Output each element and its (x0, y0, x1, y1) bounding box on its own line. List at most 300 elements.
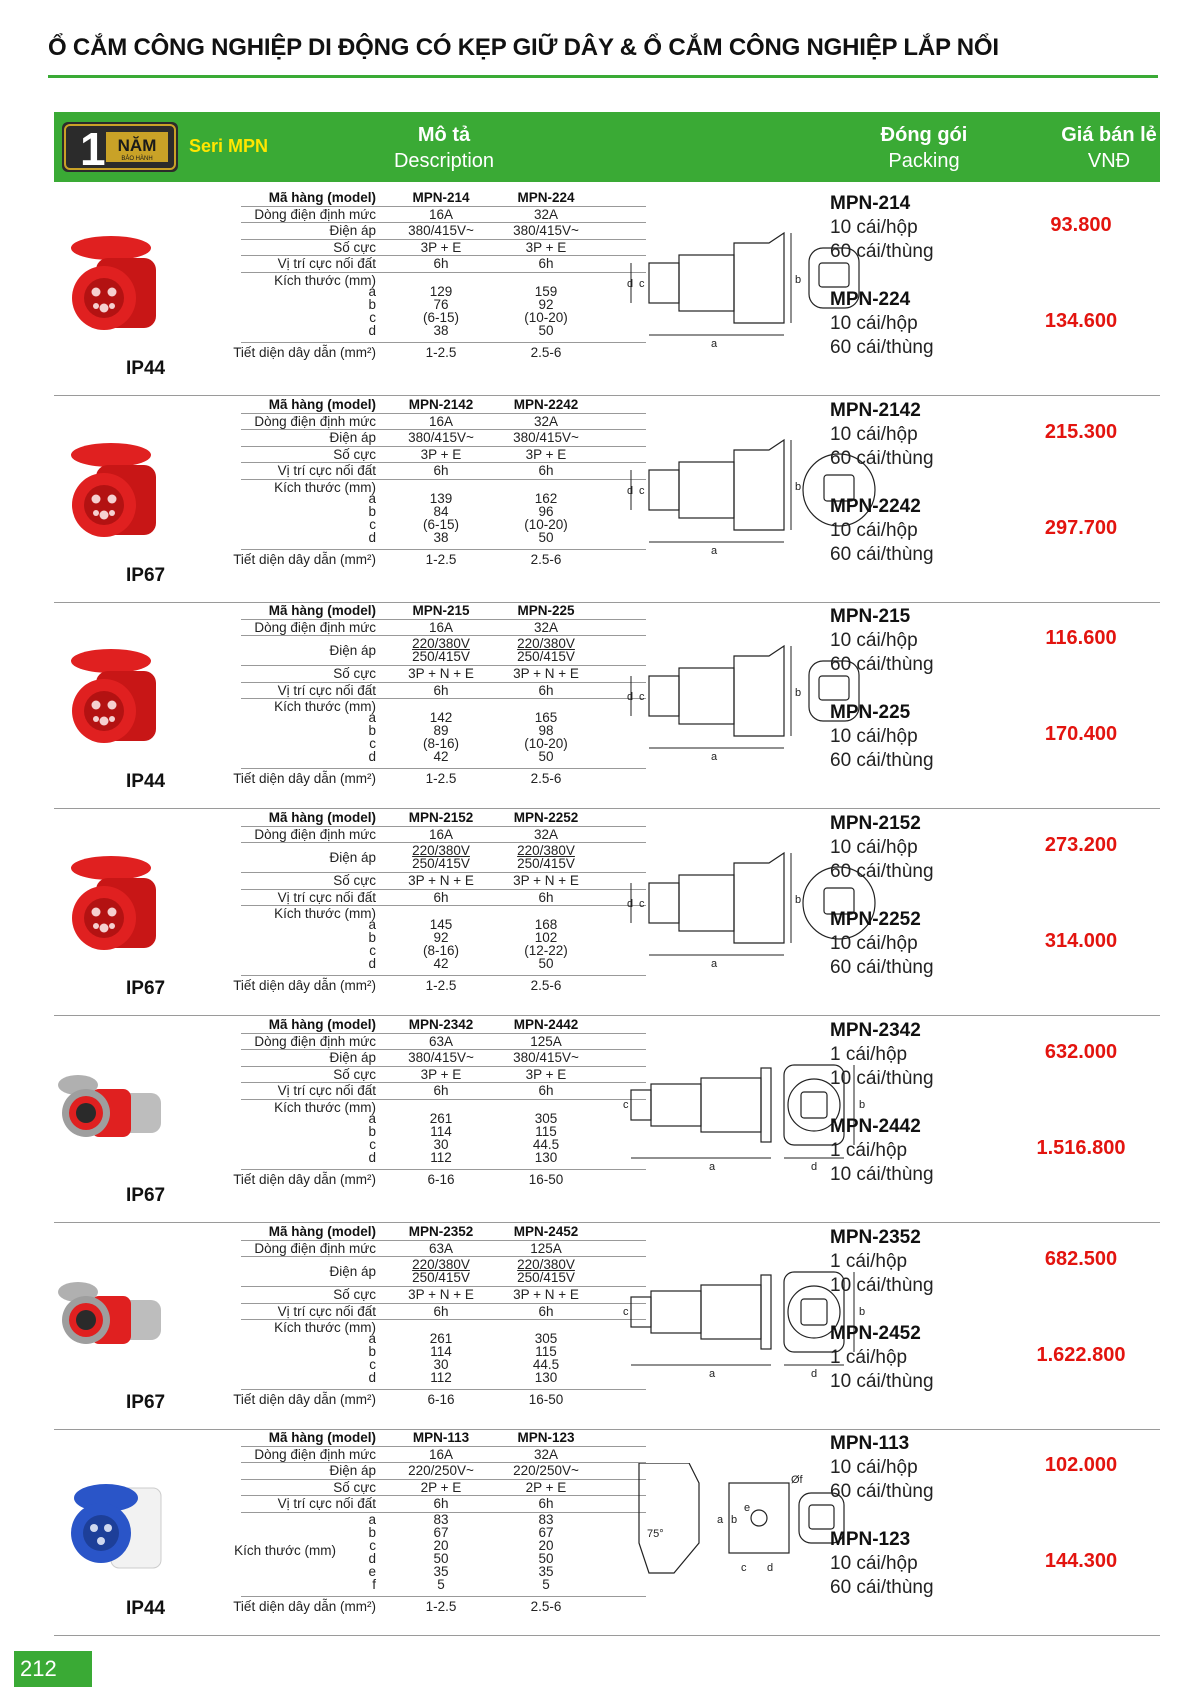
retail-price: 93.800 (1050, 214, 1112, 236)
packing-model: MPN-2442 (830, 1116, 921, 1137)
product-row (54, 1222, 1160, 1430)
svg-text:a: a (711, 751, 718, 763)
row-divider (241, 1389, 646, 1390)
ip-rating: IP67 (126, 1185, 166, 1206)
spec-label: Điện áp (329, 1264, 376, 1279)
packing-box: 10 cái/hộp (830, 837, 918, 858)
spec-value: 6h (538, 1083, 554, 1098)
svg-text:75°: 75° (647, 1528, 664, 1540)
packing-carton: 60 cái/thùng (830, 654, 934, 675)
spec-value: 220/380V (517, 1257, 575, 1272)
spec-value: 220/380V (517, 843, 575, 858)
spec-value: 3P + E (525, 446, 567, 462)
svg-text:b: b (795, 894, 802, 906)
dim-value: 50 (538, 1550, 554, 1566)
spec-label: Kích thước (mm) (234, 1542, 336, 1558)
series-label: Seri MPN (189, 136, 269, 156)
spec-label: Kích thước (mm) (274, 906, 376, 921)
dim-value: 305 (534, 1110, 558, 1126)
badge-word: NĂM (117, 136, 157, 155)
dim-value: 20 (433, 1537, 449, 1553)
product-photo-icon (56, 218, 166, 348)
spec-label: Số cực (333, 239, 376, 255)
dim-value: 112 (430, 1149, 452, 1165)
dim-value: 139 (429, 490, 453, 506)
svg-text:Øf: Øf (791, 1474, 803, 1486)
dim-value: 168 (534, 917, 558, 932)
header-price (1039, 122, 1179, 174)
dim-value: 42 (433, 749, 449, 764)
retail-price: 682.500 (1044, 1248, 1118, 1270)
packing-box: 1 cái/hộp (830, 1140, 908, 1161)
spec-label: Vị trí cực nối đất (277, 1303, 376, 1319)
svg-text:c: c (639, 898, 645, 910)
ip-rating: IP44 (126, 771, 166, 792)
dim-letter: c (369, 943, 376, 958)
spec-value: 16A (428, 206, 454, 222)
dim-value: 305 (534, 1331, 558, 1346)
packing-info (830, 1528, 934, 1600)
svg-text:d: d (767, 1562, 774, 1574)
dim-value: 5 (542, 1576, 550, 1592)
dim-value: (6-15) (422, 309, 459, 325)
packing-info (830, 1115, 934, 1187)
svg-text:b: b (795, 274, 802, 286)
spec-label: Số cực (333, 873, 376, 888)
spec-label: Số cực (333, 1479, 376, 1495)
spec-label: Tiết diện dây dẫn (mm²) (233, 1598, 376, 1614)
dim-value: 67 (433, 1524, 449, 1540)
svg-text:a: a (711, 545, 718, 557)
dim-letter: b (368, 1123, 376, 1139)
dim-letter: d (368, 529, 376, 545)
spec-label: Vị trí cực nối đất (277, 889, 376, 905)
packing-model: MPN-2142 (830, 400, 921, 421)
dim-value: 92 (538, 296, 554, 312)
spec-value: 6h (538, 1496, 554, 1511)
dim-letter: b (368, 1524, 376, 1540)
dim-value: 30 (433, 1136, 449, 1152)
spec-value: 380/415V~ (513, 430, 579, 445)
spec-value: 32A (533, 206, 559, 222)
packing-carton: 60 cái/thùng (830, 861, 934, 882)
dim-value: 50 (538, 956, 554, 971)
dim-value: 35 (433, 1563, 449, 1579)
row-divider (241, 768, 646, 769)
spec-value: 2.5-6 (530, 978, 562, 993)
header-pack-vi: Đóng gói (880, 124, 968, 146)
spec-value: MPN-2342 (408, 1017, 474, 1032)
packing-carton: 60 cái/thùng (830, 448, 934, 469)
dim-letter: a (368, 710, 376, 725)
dim-letter: a (368, 1331, 376, 1346)
svg-text:a: a (717, 1514, 724, 1526)
warranty-badge-icon (62, 122, 178, 172)
spec-value: 16A (428, 413, 454, 429)
packing-model: MPN-225 (830, 702, 911, 723)
spec-value: 16A (428, 1446, 454, 1462)
svg-text:c: c (639, 691, 645, 703)
packing-model: MPN-2152 (830, 813, 921, 834)
packing-carton: 10 cái/thùng (830, 1068, 934, 1089)
dim-value: 76 (433, 296, 449, 312)
spec-label: Số cực (333, 446, 376, 462)
dim-letter: d (368, 1370, 376, 1385)
spec-label: Dòng điện định mức (254, 413, 376, 429)
dim-value: 44.5 (532, 1136, 560, 1152)
spec-value: MPN-225 (517, 603, 575, 618)
product-photo-icon (56, 425, 166, 555)
retail-price: 102.000 (1044, 1454, 1118, 1476)
dim-letter: d (368, 749, 376, 764)
product-row (54, 1428, 1160, 1636)
packing-box: 10 cái/hộp (830, 630, 918, 651)
header-description (324, 122, 564, 174)
dim-letter: a (368, 1511, 376, 1527)
spec-value: 250/415V (517, 856, 575, 871)
packing-info (830, 1432, 934, 1504)
spec-value: 1-2.5 (425, 344, 457, 360)
spec-value: 220/380V (517, 636, 575, 651)
spec-label: Mã hàng (model) (268, 1017, 376, 1032)
spec-label: Số cực (333, 666, 376, 681)
spec-value: 16A (428, 619, 454, 635)
dim-value: 98 (538, 723, 554, 738)
spec-value: 2P + E (525, 1479, 567, 1495)
dim-value: (10-20) (524, 736, 568, 751)
dim-letter: b (368, 723, 376, 738)
spec-value: 220/380V (412, 843, 470, 858)
spec-label: Tiết diện dây dẫn (mm²) (233, 344, 376, 360)
packing-info (830, 908, 934, 980)
spec-value: 3P + E (420, 446, 462, 462)
dim-letter: b (368, 930, 376, 945)
spec-value: 380/415V~ (408, 1050, 474, 1065)
spec-label: Dòng điện định mức (254, 1033, 376, 1049)
title-rule (48, 75, 1158, 78)
spec-label: Mã hàng (model) (268, 190, 376, 205)
dim-value: 83 (433, 1511, 449, 1527)
dim-value: 89 (433, 723, 449, 738)
dim-value: 5 (437, 1576, 445, 1592)
spec-value: 1-2.5 (425, 978, 457, 993)
dim-value: (8-16) (422, 943, 459, 958)
product-row (54, 601, 1160, 809)
spec-label: Số cực (333, 1287, 376, 1302)
svg-text:d: d (627, 278, 634, 290)
packing-box: 10 cái/hộp (830, 1457, 918, 1478)
dim-letter: c (369, 1136, 376, 1152)
packing-box: 10 cái/hộp (830, 313, 918, 334)
spec-value: 6h (433, 1303, 449, 1319)
spec-label: Số cực (333, 1066, 376, 1082)
spec-value: 1-2.5 (425, 551, 457, 567)
svg-text:a: a (711, 958, 718, 970)
product-photo-icon (56, 1458, 166, 1588)
spec-value: 220/250V~ (408, 1463, 474, 1478)
spec-label: Dòng điện định mức (254, 206, 376, 222)
svg-text:a: a (711, 338, 718, 350)
retail-price: 116.600 (1045, 627, 1117, 649)
dim-value: 35 (538, 1563, 554, 1579)
dim-letter: c (369, 1357, 376, 1372)
retail-price: 297.700 (1044, 517, 1118, 539)
svg-text:c: c (639, 485, 645, 497)
packing-box: 10 cái/hộp (830, 217, 918, 238)
spec-value: 3P + N + E (513, 1287, 579, 1302)
svg-text:c: c (623, 1306, 629, 1318)
product-row (54, 808, 1160, 1016)
dim-value: 130 (534, 1370, 558, 1385)
packing-info (830, 288, 934, 360)
spec-value: MPN-113 (412, 1430, 470, 1445)
spec-value: 32A (533, 826, 559, 842)
dim-value: 129 (429, 283, 453, 299)
dim-value: 165 (534, 710, 558, 725)
spec-value: 380/415V~ (408, 223, 474, 238)
svg-text:b: b (859, 1099, 866, 1111)
spec-label: Dòng điện định mức (254, 1446, 376, 1462)
spec-label: Mã hàng (model) (268, 603, 376, 618)
dim-value: 162 (534, 490, 558, 506)
ip-rating: IP67 (126, 565, 166, 586)
packing-info (830, 399, 934, 471)
dim-value: 114 (430, 1123, 452, 1139)
spec-value: MPN-2352 (408, 1224, 474, 1239)
ip-rating: IP44 (126, 358, 166, 379)
header-price-vi: Giá bán lẻ (1061, 124, 1157, 146)
spec-value: 125A (530, 1033, 562, 1049)
spec-label: Điện áp (329, 850, 376, 865)
spec-value: 63A (428, 1240, 454, 1256)
spec-label: Điện áp (329, 643, 376, 658)
packing-box: 1 cái/hộp (830, 1347, 908, 1368)
dim-value: (10-20) (524, 309, 568, 325)
packing-carton: 10 cái/thùng (830, 1164, 934, 1185)
row-divider (241, 1169, 646, 1170)
spec-value: MPN-2152 (408, 810, 474, 825)
dim-letter: c (369, 516, 376, 532)
packing-info (830, 605, 934, 677)
dim-letter: a (368, 283, 376, 299)
packing-model: MPN-2242 (830, 496, 921, 517)
spec-label: Kích thước (mm) (274, 699, 376, 714)
spec-value: 2.5-6 (530, 551, 562, 567)
packing-info (830, 192, 934, 264)
retail-price: 314.000 (1044, 930, 1118, 952)
page-title: Ổ CẮM CÔNG NGHIỆP DI ĐỘNG CÓ KẸP GIỮ DÂY & Ổ CẮM CÔNG NGHIỆP LẮP NỔI (48, 34, 999, 61)
product-row (54, 188, 1160, 396)
row-divider (241, 342, 646, 343)
spec-label: Tiết diện dây dẫn (mm²) (233, 978, 376, 993)
dim-letter: d (368, 1550, 376, 1566)
dim-value: 112 (430, 1370, 452, 1385)
row-divider (241, 549, 646, 550)
spec-value: 3P + E (525, 239, 567, 255)
spec-label: Mã hàng (model) (268, 810, 376, 825)
spec-value: 2.5-6 (530, 344, 562, 360)
spec-value: 6h (433, 463, 449, 478)
dim-letter: f (372, 1576, 376, 1592)
packing-info (830, 701, 934, 773)
spec-label: Kích thước (mm) (274, 479, 376, 495)
spec-label: Vị trí cực nối đất (277, 463, 376, 478)
packing-carton: 60 cái/thùng (830, 544, 934, 565)
dim-value: (10-20) (524, 516, 568, 532)
dim-letter: b (368, 1344, 376, 1359)
product-photo-icon (56, 1045, 166, 1175)
dim-value: 30 (433, 1357, 449, 1372)
dim-value: (6-15) (422, 516, 459, 532)
ip-rating: IP67 (126, 1392, 166, 1413)
spec-value: 6h (538, 256, 554, 271)
dim-value: (12-22) (524, 943, 568, 958)
retail-price: 215.300 (1044, 421, 1118, 443)
ip-rating: IP44 (126, 1598, 166, 1619)
dim-value: 130 (534, 1149, 558, 1165)
spec-value: 3P + N + E (408, 666, 474, 681)
spec-value: MPN-2252 (513, 810, 579, 825)
dim-value: 50 (538, 322, 554, 338)
packing-model: MPN-2342 (830, 1020, 921, 1041)
header-desc-vi: Mô tả (417, 124, 471, 146)
spec-value: 16A (428, 826, 454, 842)
spec-value: 3P + N + E (513, 873, 579, 888)
svg-text:d: d (627, 485, 634, 497)
spec-label: Vị trí cực nối đất (277, 682, 376, 698)
spec-value: 2.5-6 (530, 1598, 562, 1614)
packing-model: MPN-215 (830, 606, 911, 627)
dim-value: 261 (429, 1110, 453, 1126)
dim-letter: b (368, 503, 376, 519)
dim-value: 50 (433, 1550, 449, 1566)
dim-letter: c (369, 736, 376, 751)
packing-info (830, 1226, 934, 1298)
packing-box: 10 cái/hộp (830, 424, 918, 445)
dim-letter: a (368, 917, 376, 932)
packing-carton: 60 cái/thùng (830, 1577, 934, 1598)
spec-value: 6h (433, 256, 449, 271)
spec-value: 3P + N + E (408, 873, 474, 888)
spec-value: 6h (433, 1083, 449, 1098)
packing-carton: 60 cái/thùng (830, 1481, 934, 1502)
spec-value: 6-16 (427, 1171, 455, 1187)
dim-letter: d (368, 322, 376, 338)
packing-info (830, 1019, 934, 1091)
svg-text:a: a (709, 1161, 716, 1173)
spec-value: 3P + N + E (408, 1287, 474, 1302)
packing-box: 1 cái/hộp (830, 1251, 908, 1272)
packing-info (830, 812, 934, 884)
spec-label: Mã hàng (model) (268, 1430, 376, 1445)
retail-price: 134.600 (1044, 310, 1118, 332)
dim-letter: c (369, 309, 376, 325)
spec-value: 1-2.5 (425, 1598, 457, 1614)
dim-value: 20 (538, 1537, 554, 1553)
dim-value: 84 (433, 503, 449, 519)
dim-letter: a (368, 1110, 376, 1126)
retail-price: 273.200 (1044, 834, 1118, 856)
spec-value: 250/415V (412, 649, 470, 664)
svg-text:d: d (627, 691, 634, 703)
retail-price: 1.622.800 (1036, 1344, 1126, 1366)
spec-value: 6-16 (427, 1392, 455, 1407)
spec-label: Tiết diện dây dẫn (mm²) (233, 1171, 376, 1187)
product-photo-icon (56, 1252, 166, 1382)
spec-value: MPN-123 (517, 1430, 575, 1445)
svg-text:b: b (795, 481, 802, 493)
spec-value: 220/380V (412, 636, 470, 651)
spec-label: Tiết diện dây dẫn (mm²) (233, 551, 376, 567)
product-row (54, 1015, 1160, 1223)
spec-value: 125A (530, 1240, 562, 1256)
spec-label: Kích thước (mm) (274, 1099, 376, 1115)
spec-value: 6h (538, 463, 554, 478)
spec-label: Dòng điện định mức (254, 619, 376, 635)
spec-label: Mã hàng (model) (268, 397, 376, 412)
row-divider (241, 1596, 646, 1597)
packing-info (830, 495, 934, 567)
spec-value: 3P + E (420, 1066, 462, 1082)
header-pack-en: Packing (888, 150, 960, 172)
spec-value: 2.5-6 (530, 771, 562, 786)
dim-letter: d (368, 1149, 376, 1165)
spec-label: Dòng điện định mức (254, 826, 376, 842)
retail-price: 170.400 (1044, 723, 1118, 745)
spec-label: Điện áp (329, 1463, 376, 1478)
spec-value: 63A (428, 1033, 454, 1049)
product-row (54, 395, 1160, 603)
packing-box: 10 cái/hộp (830, 520, 918, 541)
spec-value: 250/415V (412, 1270, 470, 1285)
dim-value: 50 (538, 529, 554, 545)
product-photo-icon (56, 838, 166, 968)
page-number: 212 (14, 1651, 92, 1687)
spec-label: Kích thước (mm) (274, 1320, 376, 1335)
spec-value: 6h (433, 682, 449, 698)
packing-model: MPN-224 (830, 289, 911, 310)
header-packing (854, 122, 994, 174)
retail-price: 632.000 (1044, 1041, 1118, 1063)
spec-label: Mã hàng (model) (268, 1224, 376, 1239)
svg-text:b: b (731, 1514, 738, 1526)
packing-box: 1 cái/hộp (830, 1044, 908, 1065)
row-divider (241, 975, 646, 976)
spec-value: MPN-215 (412, 603, 470, 618)
spec-value: 3P + N + E (513, 666, 579, 681)
spec-value: 32A (533, 1446, 559, 1462)
header-price-en: VNĐ (1087, 150, 1131, 172)
spec-value: 220/250V~ (513, 1463, 579, 1478)
spec-value: 6h (433, 1496, 449, 1511)
badge-number: 1 (80, 123, 106, 172)
packing-model: MPN-113 (830, 1433, 910, 1454)
packing-carton: 60 cái/thùng (830, 337, 934, 358)
packing-box: 10 cái/hộp (830, 933, 918, 954)
dim-value: 67 (538, 1524, 554, 1540)
packing-info (830, 1322, 934, 1394)
dim-value: 115 (535, 1344, 557, 1359)
packing-carton: 60 cái/thùng (830, 750, 934, 771)
spec-value: 250/415V (517, 1270, 575, 1285)
dim-value: 44.5 (532, 1357, 560, 1372)
spec-value: 2P + E (420, 1479, 462, 1495)
packing-box: 10 cái/hộp (830, 1553, 918, 1574)
spec-value: 16-50 (528, 1171, 564, 1187)
dim-value: 114 (430, 1344, 452, 1359)
spec-value: 250/415V (517, 649, 575, 664)
packing-model: MPN-2452 (830, 1323, 921, 1344)
